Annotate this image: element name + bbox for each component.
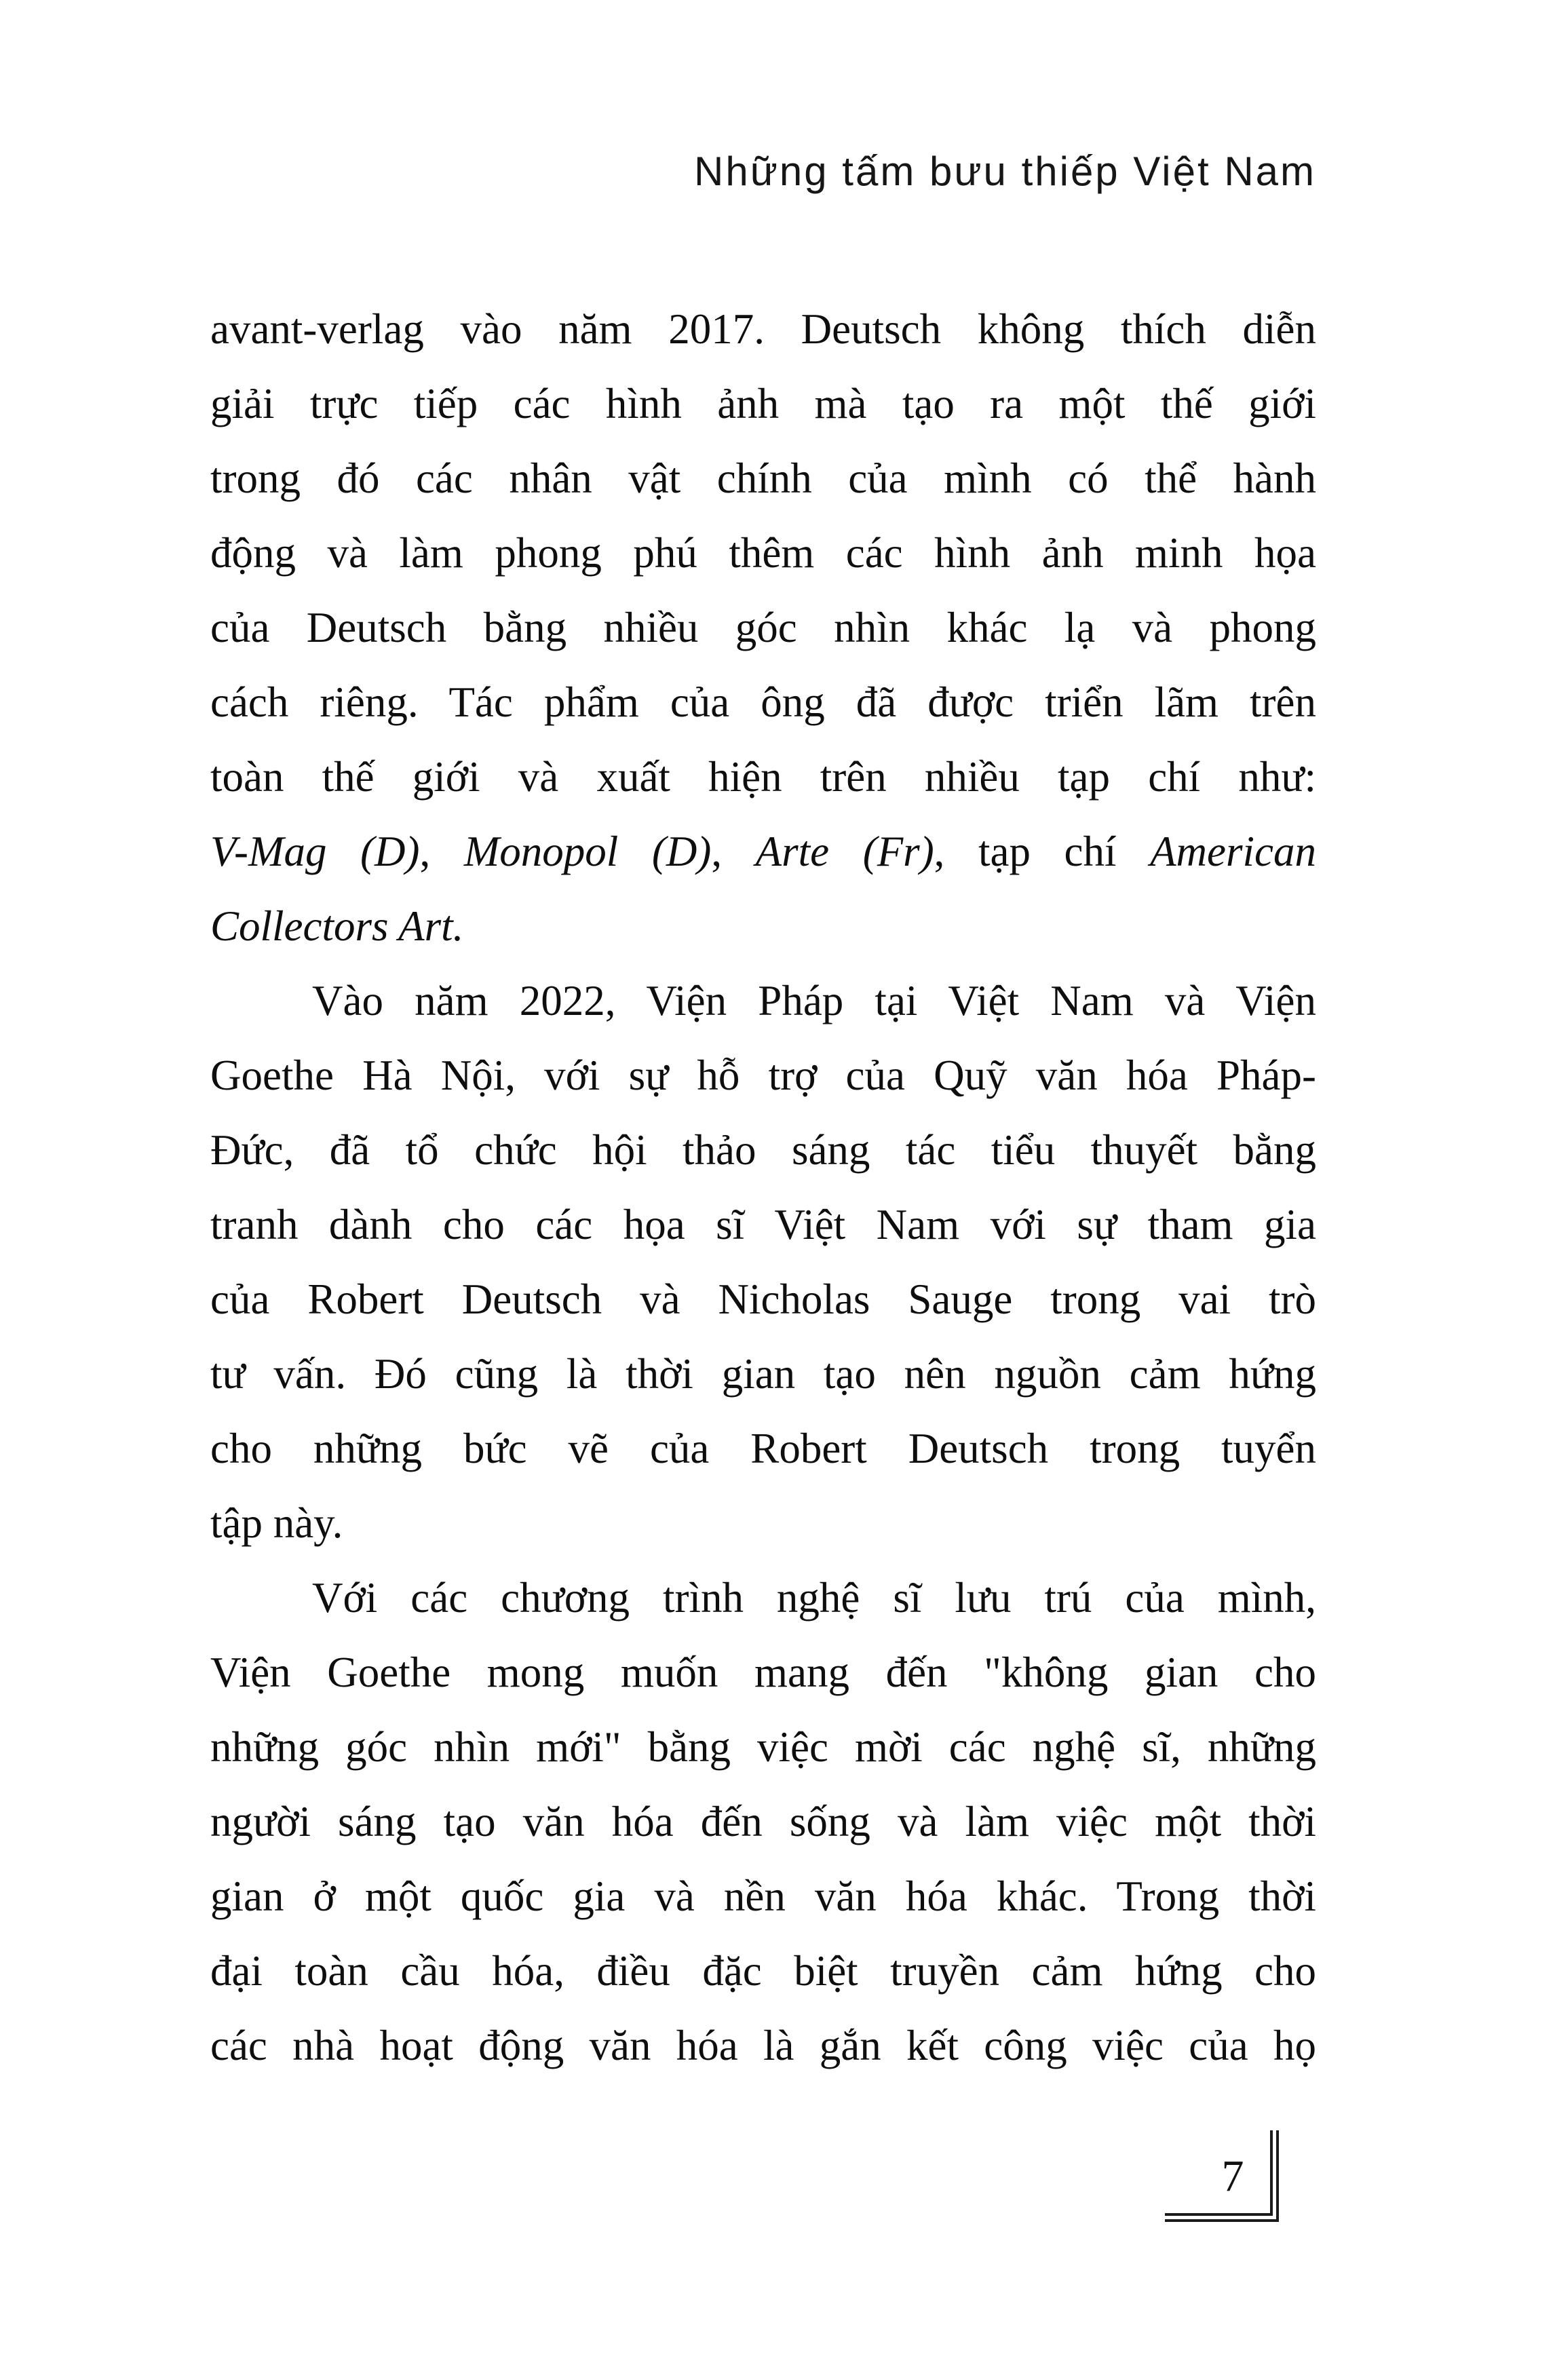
text-segment: cách riêng. Tác phẩm của ông đã được triển lãm trên xyxy=(210,678,1316,726)
page-number: 7 xyxy=(1221,2151,1244,2201)
text-line xyxy=(210,1635,1316,1710)
text-line xyxy=(210,814,1316,889)
text-line xyxy=(210,1560,1316,1635)
body-text xyxy=(210,292,1316,2083)
text-line xyxy=(210,1859,1316,1934)
italic-text-segment: Collectors Art. xyxy=(210,902,464,950)
text-line xyxy=(210,1784,1316,1859)
italic-text-segment: Arte (Fr) xyxy=(755,828,934,875)
text-segment: đại toàn cầu hóa, điều đặc biệt truyền cảm hứng cho xyxy=(210,1947,1316,1995)
text-line xyxy=(210,1486,1316,1560)
text-line xyxy=(210,590,1316,665)
text-line xyxy=(210,292,1316,366)
text-segment: cho những bức vẽ của Robert Deutsch trong tuyển xyxy=(210,1425,1316,1472)
text-segment: trong đó các nhân vật chính của mình có thể hành xyxy=(210,455,1316,502)
text-line xyxy=(210,963,1316,1038)
italic-text-segment: V-Mag (D) xyxy=(210,828,420,875)
text-line xyxy=(210,2008,1316,2083)
text-line xyxy=(210,1113,1316,1187)
italic-text-segment: Monopol (D) xyxy=(463,828,712,875)
italic-text-segment: American xyxy=(1150,828,1317,875)
text-segment: tư vấn. Đó cũng là thời gian tạo nên nguồn cảm hứng xyxy=(210,1350,1316,1398)
text-segment: Vào năm 2022, Viện Pháp tại Việt Nam và Viện xyxy=(312,977,1316,1024)
text-segment: Đức, đã tổ chức hội thảo sáng tác tiểu thuyết bằng xyxy=(210,1126,1316,1174)
text-segment: động và làm phong phú thêm các hình ảnh minh họa xyxy=(210,529,1316,577)
text-line xyxy=(210,1337,1316,1411)
text-segment: người sáng tạo văn hóa đến sống và làm việc một thời xyxy=(210,1798,1316,1845)
text-line xyxy=(210,1187,1316,1262)
text-segment: , xyxy=(419,828,464,875)
text-line xyxy=(210,665,1316,740)
text-segment: những góc nhìn mới" bằng việc mời các nghệ sĩ, những xyxy=(210,1723,1316,1771)
running-header: Những tấm bưu thiếp Việt Nam xyxy=(694,149,1316,194)
text-segment: giải trực tiếp các hình ảnh mà tạo ra một thế giới xyxy=(210,380,1316,427)
text-line xyxy=(210,740,1316,814)
text-segment: , tạp chí xyxy=(934,828,1151,875)
text-segment: Với các chương trình nghệ sĩ lưu trú của mình, xyxy=(312,1574,1316,1621)
text-line xyxy=(210,1038,1316,1113)
text-line xyxy=(210,1710,1316,1784)
text-segment: của Robert Deutsch và Nicholas Sauge trong vai trò xyxy=(210,1275,1316,1323)
text-segment: avant-verlag vào năm 2017. Deutsch không thích diễn xyxy=(210,305,1316,353)
text-line xyxy=(210,1411,1316,1486)
text-segment: Viện Goethe mong muốn mang đến "không gian cho xyxy=(210,1649,1316,1696)
text-segment: toàn thế giới và xuất hiện trên nhiều tạp chí như: xyxy=(210,753,1316,801)
text-line xyxy=(210,1262,1316,1337)
text-segment: Goethe Hà Nội, với sự hỗ trợ của Quỹ văn hóa Pháp- xyxy=(210,1052,1316,1099)
text-line xyxy=(210,1934,1316,2008)
text-segment: của Deutsch bằng nhiều góc nhìn khác lạ và phong xyxy=(210,604,1316,651)
text-line xyxy=(210,441,1316,516)
text-segment: tập này. xyxy=(210,1499,343,1547)
text-segment: gian ở một quốc gia và nền văn hóa khác. Trong thời xyxy=(210,1873,1316,1920)
text-line xyxy=(210,516,1316,590)
text-segment: tranh dành cho các họa sĩ Việt Nam với sự tham gia xyxy=(210,1201,1316,1248)
text-segment: các nhà hoạt động văn hóa là gắn kết công việc của họ xyxy=(210,2022,1316,2069)
text-line xyxy=(210,889,1316,963)
text-segment: , xyxy=(711,828,756,875)
text-line xyxy=(210,366,1316,441)
